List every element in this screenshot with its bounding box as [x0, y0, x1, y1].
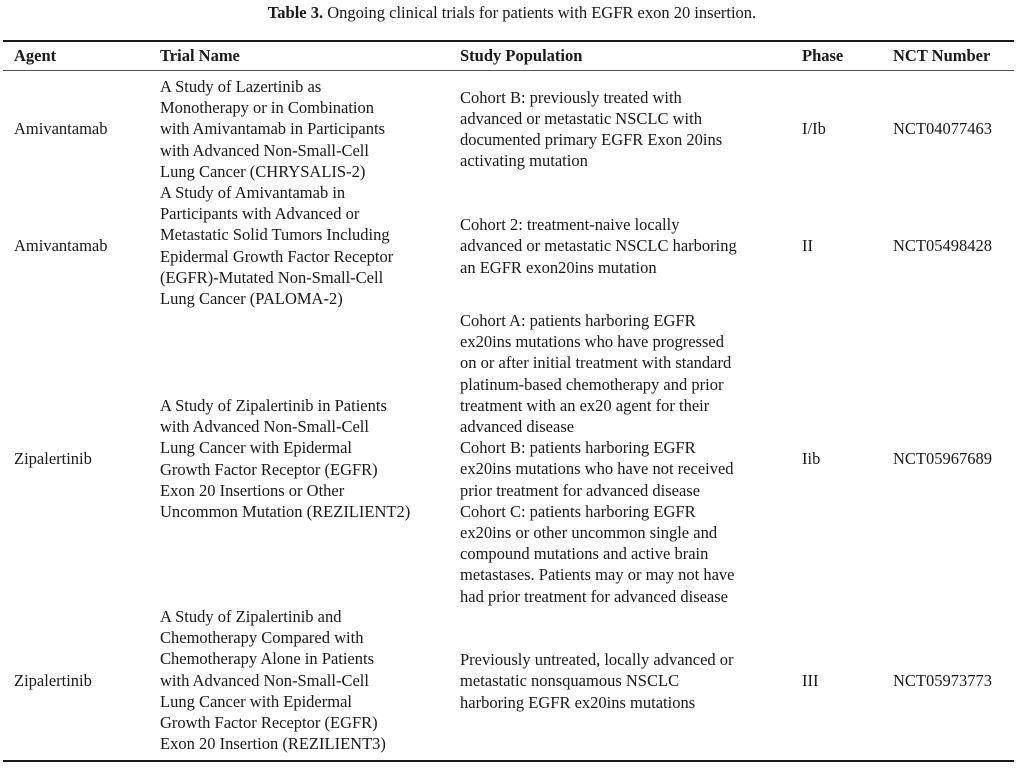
study-population-line: advanced disease — [460, 417, 575, 437]
phase-cell — [802, 76, 826, 182]
trial-name-line: Participants with Advanced or — [160, 204, 360, 224]
table-caption-text: Ongoing clinical trials for patients with EGFR exon 20 insertion. — [323, 3, 757, 22]
trial-name-line: Growth Factor Receptor (EGFR) — [160, 713, 378, 733]
phase-cell — [802, 310, 820, 607]
table-caption-label: Table 3. — [267, 3, 324, 22]
trial-name-line: with Advanced Non-Small-Cell — [160, 670, 369, 690]
trial-name-line: Lung Cancer with Epidermal — [160, 438, 352, 458]
trial-name-line: A Study of Amivantamab in — [160, 183, 346, 202]
header-rule — [3, 70, 1014, 71]
study-population-line: Previously untreated, locally advanced or — [460, 650, 734, 670]
study-population-line: Cohort B: patients harboring EGFR — [460, 438, 696, 458]
agent-cell — [14, 310, 92, 607]
agent-text: Zipalertinib — [14, 671, 92, 691]
nct-number-text: NCT04077463 — [893, 119, 992, 139]
study-population-cell — [460, 182, 737, 310]
study-population-line: had prior treatment for advanced disease — [460, 586, 729, 606]
nct-number-cell — [893, 606, 992, 756]
study-population-line: Cohort C: patients harboring EGFR — [460, 501, 696, 521]
study-population-line: platinum-based chemotherapy and prior — [460, 374, 724, 394]
study-population-line: ex20ins mutations who have not received — [460, 459, 734, 479]
nct-number-cell — [893, 76, 992, 182]
study-population-line: prior treatment for advanced disease — [460, 480, 701, 500]
phase-text: II — [802, 236, 813, 256]
agent-text: Amivantamab — [14, 119, 108, 139]
trial-name-cell — [160, 182, 393, 309]
nct-number-text: NCT05967689 — [893, 448, 992, 468]
trial-name-line: Exon 20 Insertion (REZILIENT3) — [160, 734, 386, 754]
table-top-rule — [3, 40, 1014, 42]
header-agent: Agent — [14, 46, 57, 65]
nct-number-cell — [893, 310, 992, 607]
phase-cell — [802, 182, 813, 310]
study-population-line: treatment with an ex20 agent for their — [460, 395, 710, 415]
phase-cell — [802, 606, 818, 756]
header-study-population: Study Population — [460, 46, 583, 65]
table-row — [0, 182, 1024, 310]
trial-name-line: A Study of Zipalertinib in Patients — [160, 395, 387, 415]
agent-cell — [14, 606, 92, 756]
study-population-line: an EGFR exon20ins mutation — [460, 257, 657, 277]
agent-text: Zipalertinib — [14, 448, 92, 468]
trial-name-cell — [160, 76, 385, 182]
table-row — [0, 606, 1024, 756]
trial-name-line: (EGFR)-Mutated Non-Small-Cell — [160, 267, 384, 287]
study-population-cell — [460, 310, 734, 607]
table-caption — [0, 3, 1024, 23]
nct-number-text: NCT05498428 — [893, 236, 992, 256]
table-row — [0, 310, 1024, 607]
trial-name-cell — [160, 310, 410, 607]
trial-name-line: with Advanced Non-Small-Cell — [160, 417, 369, 437]
trial-name-line: Growth Factor Receptor (EGFR) — [160, 459, 378, 479]
header-nct-number: NCT Number — [893, 46, 991, 65]
agent-cell — [14, 182, 107, 310]
study-population-line: compound mutations and active brain — [460, 544, 709, 564]
trial-name-line: Epidermal Growth Factor Receptor — [160, 246, 394, 266]
table-bottom-rule — [3, 760, 1014, 762]
trial-name-line: Uncommon Mutation (REZILIENT2) — [160, 501, 411, 521]
study-population-line: activating mutation — [460, 151, 588, 171]
phase-text: Iib — [802, 448, 821, 468]
nct-number-text: NCT05973773 — [893, 671, 992, 691]
trial-name-line: A Study of Zipalertinib and — [160, 607, 342, 626]
agent-text: Amivantamab — [14, 236, 108, 256]
study-population-line: Cohort A: patients harboring EGFR — [460, 311, 696, 330]
phase-text: I/Ib — [802, 119, 826, 139]
study-population-line: Cohort B: previously treated with — [460, 87, 682, 107]
trial-name-line: Chemotherapy Alone in Patients — [160, 649, 375, 669]
study-population-line: metastases. Patients may or may not have — [460, 565, 735, 585]
study-population-line: documented primary EGFR Exon 20ins — [460, 130, 723, 149]
trial-name-line: Metastatic Solid Tumors Including — [160, 225, 390, 245]
trial-name-line: Monotherapy or in Combination — [160, 98, 375, 118]
trial-name-cell — [160, 606, 386, 754]
trial-name-line: Lung Cancer (CHRYSALIS-2) — [160, 161, 366, 181]
study-population-cell — [460, 76, 722, 182]
study-population-line: harboring EGFR ex20ins mutations — [460, 692, 696, 712]
study-population-line: on or after initial treatment with standard — [460, 353, 732, 373]
table-row — [0, 76, 1024, 182]
trial-name-line: Exon 20 Insertions or Other — [160, 480, 345, 500]
header-trial-name: Trial Name — [160, 46, 240, 65]
study-population-line: ex20ins mutations who have progressed — [460, 332, 724, 352]
nct-number-cell — [893, 182, 992, 310]
trial-name-line: A Study of Lazertinib as — [160, 77, 322, 96]
study-population-line: ex20ins or other uncommon single and — [460, 523, 718, 543]
study-population-line: advanced or metastatic NSCLC with — [460, 108, 702, 128]
trial-name-line: with Advanced Non-Small-Cell — [160, 140, 369, 160]
phase-text: III — [802, 671, 819, 691]
study-population-line: advanced or metastatic NSCLC harboring — [460, 236, 737, 256]
agent-cell — [14, 76, 107, 182]
trial-name-line: Lung Cancer (PALOMA-2) — [160, 289, 343, 309]
header-phase: Phase — [802, 46, 844, 65]
study-population-cell — [460, 606, 734, 756]
trial-name-line: with Amivantamab in Participants — [160, 119, 386, 139]
trial-name-line: Chemotherapy Compared with — [160, 628, 364, 648]
study-population-line: metastatic nonsquamous NSCLC — [460, 671, 680, 691]
trial-name-line: Lung Cancer with Epidermal — [160, 691, 352, 711]
study-population-line: Cohort 2: treatment-naive locally — [460, 215, 680, 235]
